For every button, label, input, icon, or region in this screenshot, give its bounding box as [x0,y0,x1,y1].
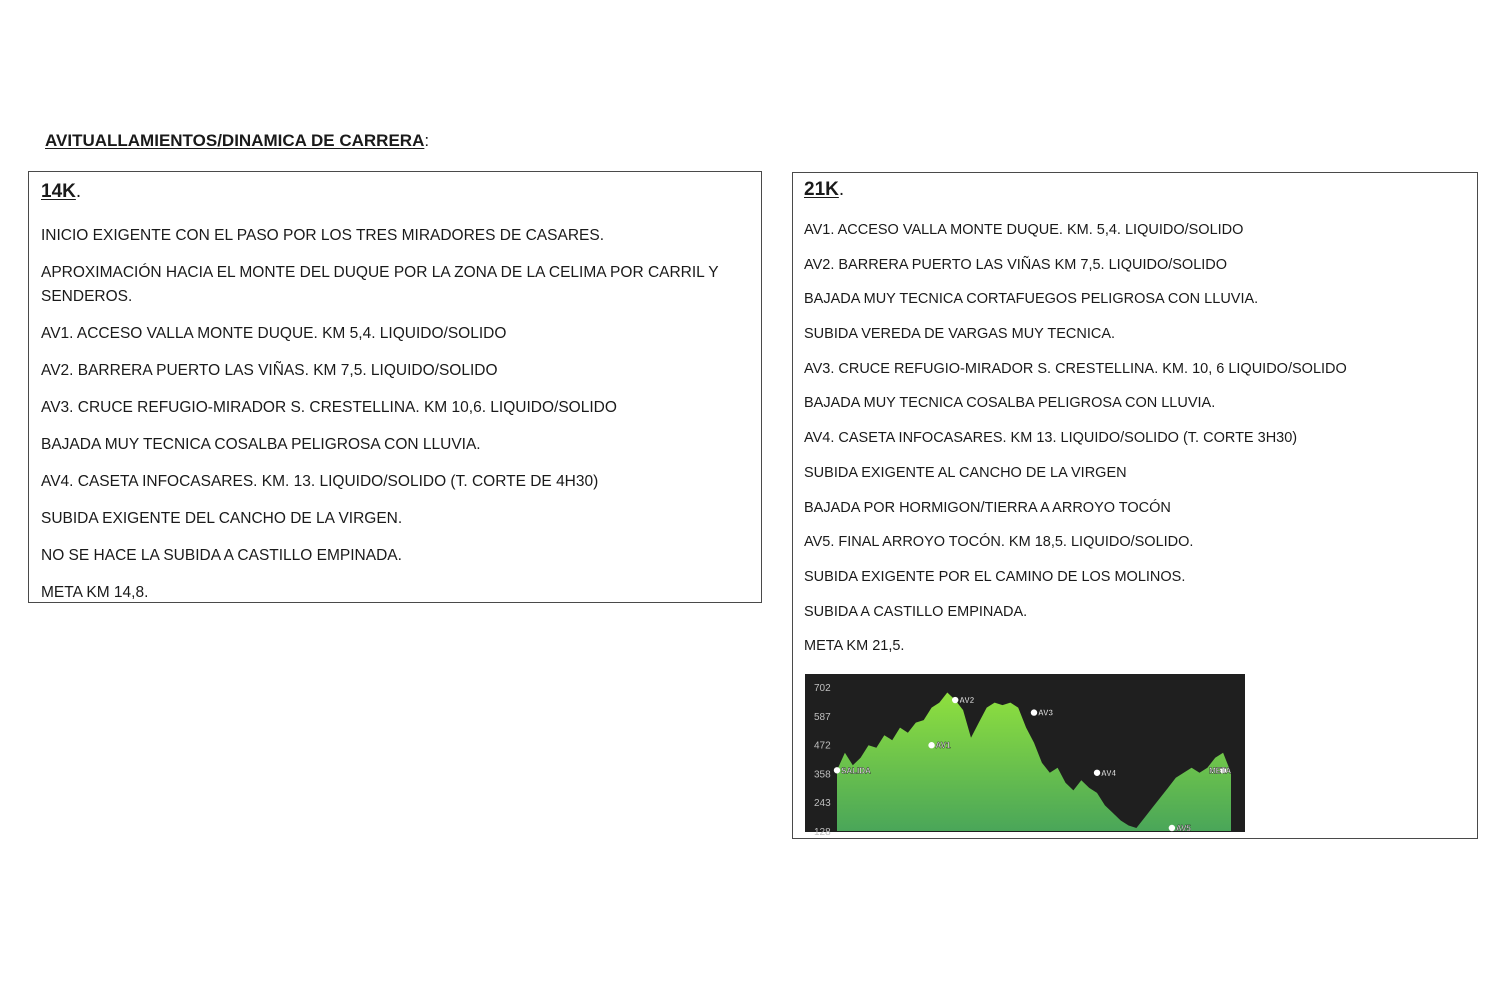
race-14k-line: SUBIDA EXIGENTE DEL CANCHO DE LA VIRGEN. [41,510,403,527]
race-14k-line: NO SE HACE LA SUBIDA A CASTILLO EMPINADA. [41,547,402,564]
profile-marker-av5 [1169,824,1192,833]
y-tick-label: 587 [814,711,831,723]
profile-marker-label: AV4 [1101,768,1117,778]
profile-marker-dot [1031,709,1037,715]
elevation-profile-chart [805,674,1245,838]
race-14k-lines [41,224,741,618]
race-21k-line: AV4. CASETA INFOCASARES. KM 13. LIQUIDO/SOLIDO (T. CORTE 3H30) [804,430,1298,447]
race-14k-box [28,171,762,603]
y-tick-label: 128 [814,827,831,838]
race-14k-title-text: 14K [41,181,76,202]
race-14k-line: AV4. CASETA INFOCASARES. KM. 13. LIQUIDO/SOLIDO (T. CORTE DE 4H30) [41,473,599,490]
profile-marker-dot [834,767,840,773]
race-21k-line: SUBIDA A CASTILLO EMPINADA. [804,603,1028,620]
y-tick-label: 472 [814,740,831,752]
profile-marker-meta [1209,766,1231,775]
race-21k-line: AV5. FINAL ARROYO TOCÓN. KM 18,5. LIQUIDO/SOLIDO. [804,534,1194,551]
profile-marker-dot [1094,770,1100,776]
profile-marker-av3 [1031,709,1054,718]
race-14k-line: INICIO EXIGENTE CON EL PASO POR LOS TRES MIRADORES DE CASARES. [41,227,605,244]
section-heading-title: AVITUALLAMIENTOS/DINAMICA DE CARRERA [45,131,425,150]
race-14k-line: AV3. CRUCE REFUGIO-MIRADOR S. CRESTELLINA. KM 10,6. LIQUIDO/SOLIDO [41,399,617,416]
race-14k-line: AV2. BARRERA PUERTO LAS VIÑAS. KM 7,5. LIQUIDO/SOLIDO [41,362,498,379]
elevation-profile-svg [805,674,1245,838]
race-21k-title-dot: . [838,179,845,200]
profile-marker-label: AV1 [935,741,951,751]
y-tick-label: 702 [814,683,831,694]
profile-marker-dot [952,697,958,703]
race-21k-line: BAJADA MUY TECNICA COSALBA PELIGROSA CON LLUVIA. [804,395,1216,412]
profile-marker-label: SALIDA [841,766,871,776]
section-heading [45,131,429,151]
y-tick-label: 243 [814,798,831,810]
race-21k-line: AV2. BARRERA PUERTO LAS VIÑAS KM 7,5. LIQUIDO/SOLIDO [804,256,1228,273]
race-14k-line: BAJADA MUY TECNICA COSALBA PELIGROSA CON LLUVIA. [41,436,481,453]
profile-marker-label: META [1209,766,1232,776]
race-21k-line: META KM 21,5. [804,638,905,655]
profile-marker-av4 [1094,769,1117,778]
race-21k-title [804,179,844,201]
race-21k-lines [804,220,1464,671]
race-21k-box [792,172,1478,839]
race-14k-title [41,181,81,203]
race-21k-line: SUBIDA EXIGENTE POR EL CAMINO DE LOS MOLINOS. [804,568,1186,585]
race-21k-line: SUBIDA VEREDA DE VARGAS MUY TECNICA. [804,326,1116,343]
y-tick-label: 358 [814,769,831,781]
race-21k-line: AV1. ACCESO VALLA MONTE DUQUE. KM. 5,4. LIQUIDO/SOLIDO [804,222,1244,238]
race-21k-line: AV3. CRUCE REFUGIO-MIRADOR S. CRESTELLINA. KM. 10, 6 LIQUIDO/SOLIDO [804,360,1347,377]
profile-marker-label: AV3 [1038,708,1053,718]
profile-marker-dot [1169,825,1175,831]
profile-marker-dot [928,742,934,748]
race-21k-line: SUBIDA EXIGENTE AL CANCHO DE LA VIRGEN [804,464,1127,481]
profile-marker-label: AV2 [959,696,975,706]
profile-marker-label: AV5 [1175,823,1191,833]
race-14k-line: APROXIMACIÓN HACIA EL MONTE DEL DUQUE POR LA ZONA DE LA CELIMA POR CARRIL Y SENDEROS. [41,264,719,305]
race-14k-title-dot: . [75,181,82,202]
race-21k-line: BAJADA MUY TECNICA CORTAFUEGOS PELIGROSA CON LLUVIA. [804,291,1259,308]
race-14k-line: AV1. ACCESO VALLA MONTE DUQUE. KM 5,4. LIQUIDO/SOLIDO [41,325,507,342]
race-14k-line: META KM 14,8. [41,584,149,601]
race-21k-line: BAJADA POR HORMIGON/TIERRA A ARROYO TOCÓN [804,499,1171,516]
race-21k-title-text: 21K [804,179,839,200]
section-heading-colon: : [424,131,430,150]
